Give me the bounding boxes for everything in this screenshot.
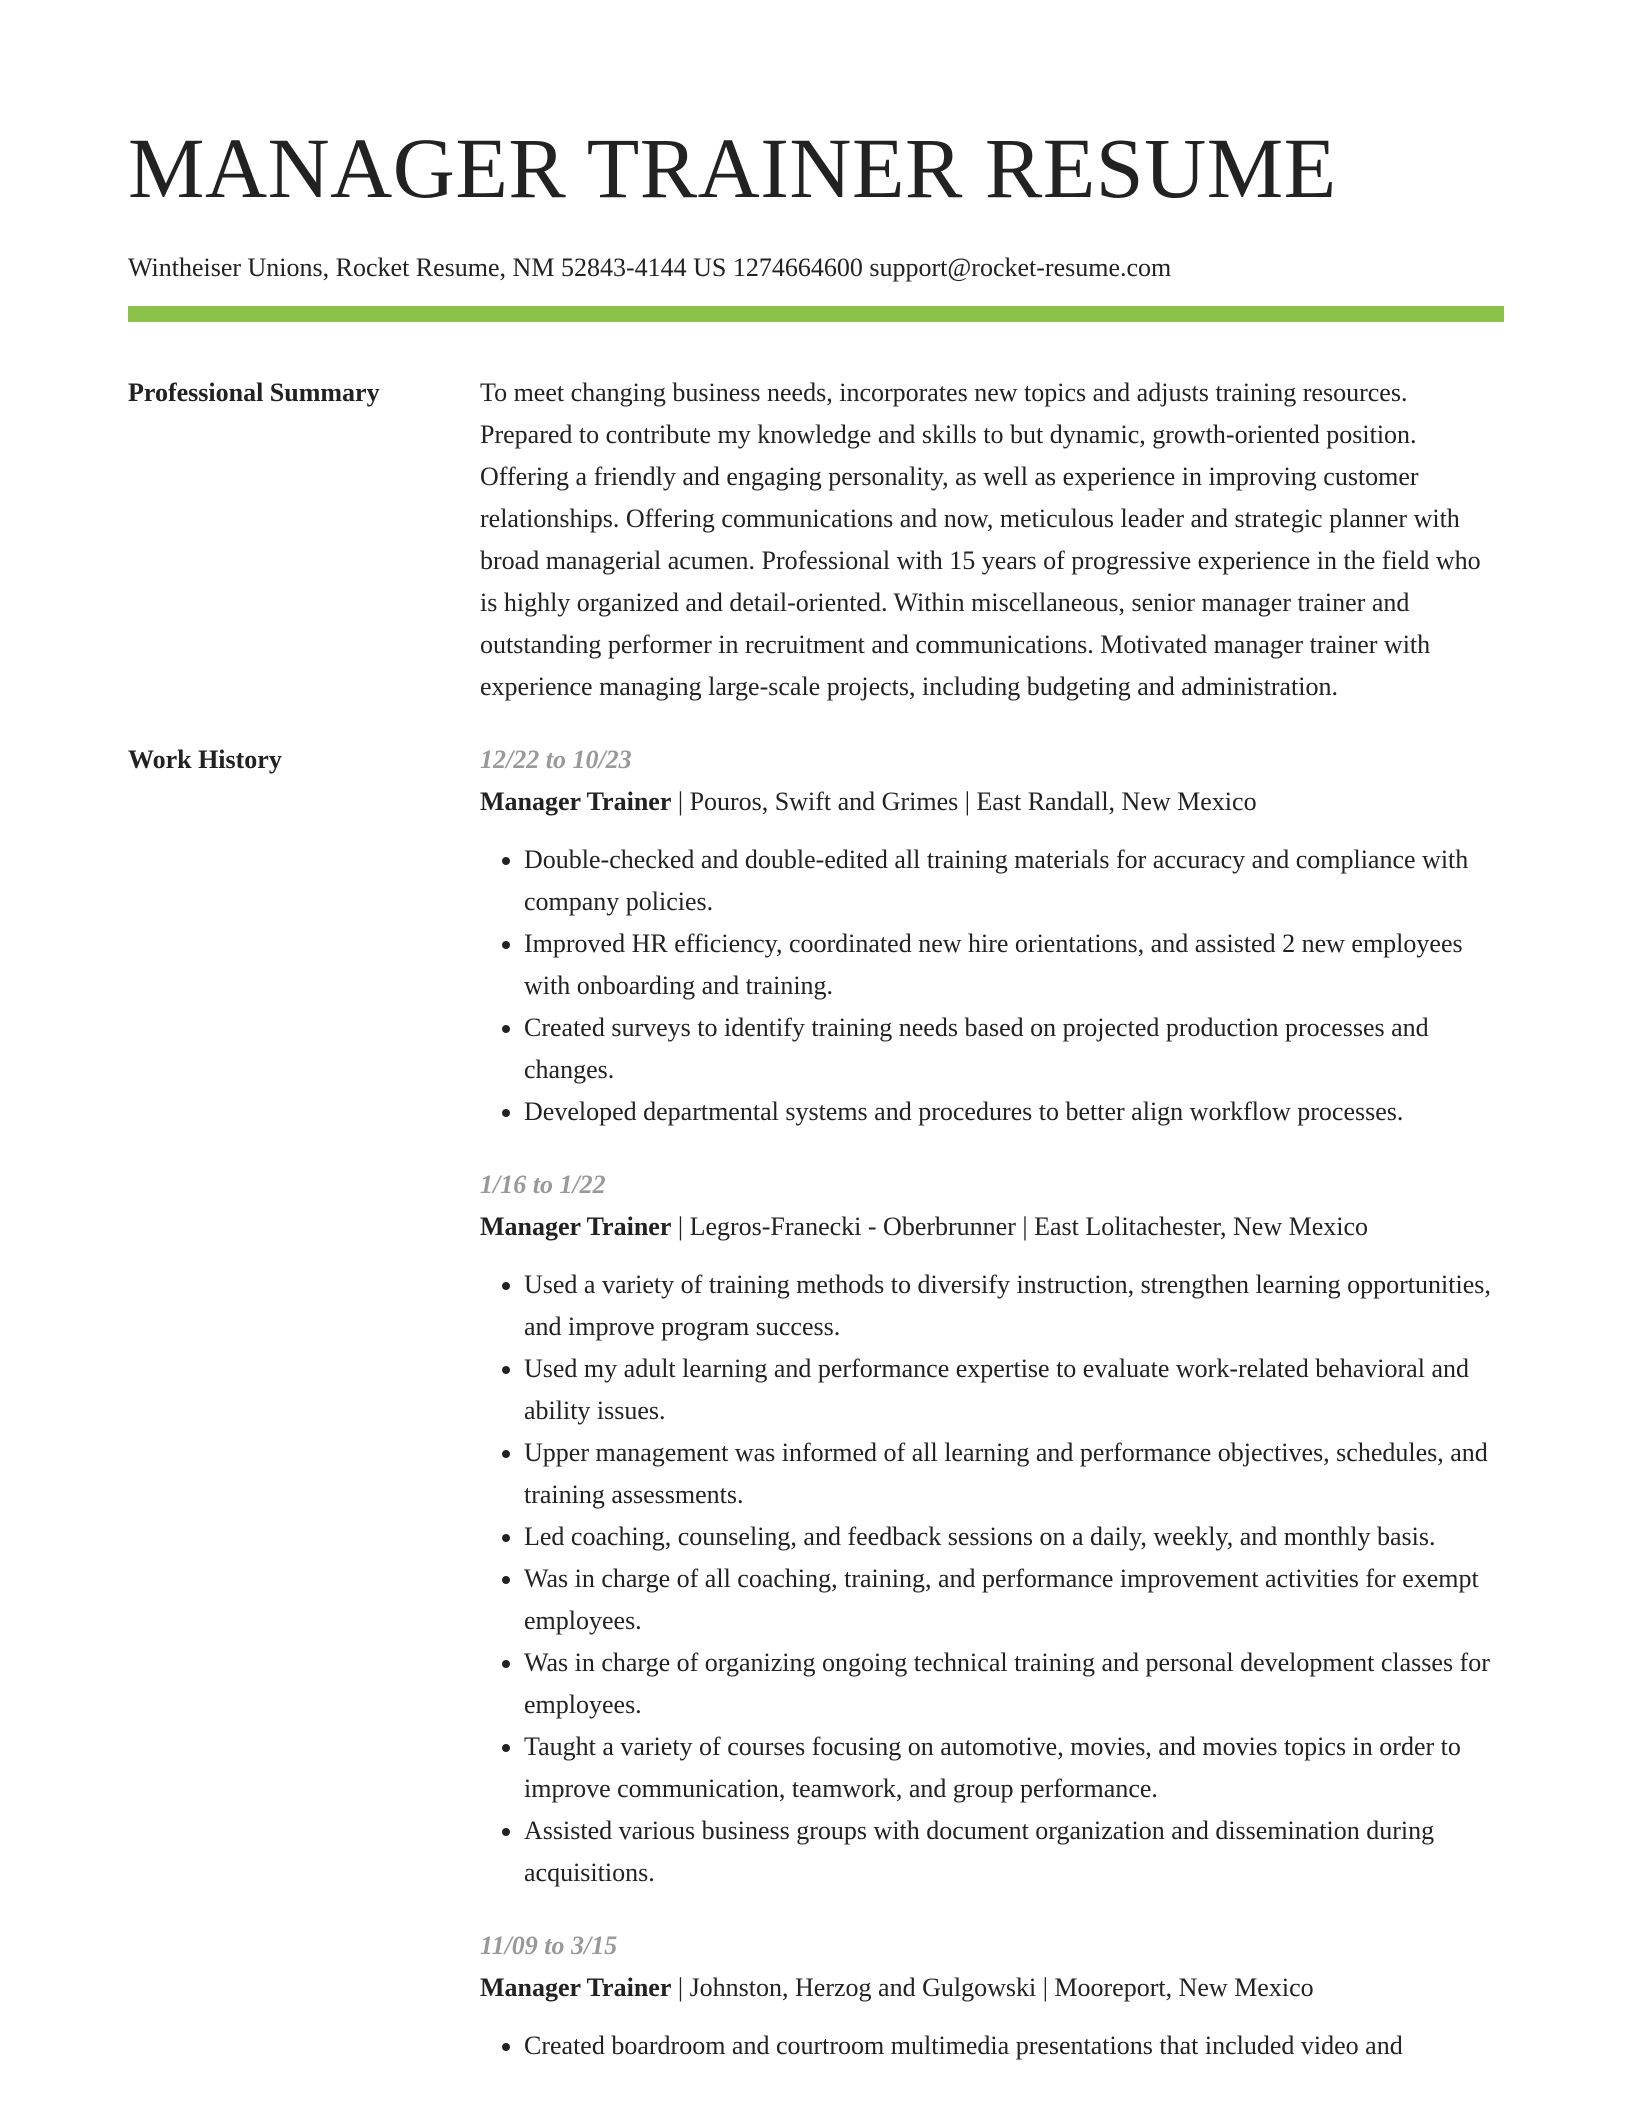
job-title: Manager Trainer [480,787,672,816]
job-bullet: • Assisted various business groups with document organization and dissemination during acquisitions. [524,1810,1504,1894]
job-employer-location: | Pouros, Swift and Grimes | East Randall, New Mexico [671,787,1257,816]
job-header [480,1206,1504,1248]
resume-page [128,0,1504,2098]
job-header [480,1967,1504,2009]
job-bullet: • Taught a variety of courses focusing on automotive, movies, and movies topics in order to improve communication, teamwork, and group performance. [524,1726,1504,1810]
resume-title: MANAGER TRAINER RESUME [128,120,1337,216]
job-bullet: • Led coaching, counseling, and feedback sessions on a daily, weekly, and monthly basis. [524,1516,1504,1558]
job-employer-location: | Johnston, Herzog and Gulgowski | Mooreport, New Mexico [671,1973,1314,2002]
job-dates: 1/16 to 1/22 [480,1170,606,1199]
job-bullet: • Improved HR efficiency, coordinated new hire orientations, and assisted 2 new employees with onboarding and training. [524,923,1504,1007]
professional-summary-section [128,372,1504,708]
job-bullet: • Upper management was informed of all learning and performance objectives, schedules, and training assessments. [524,1432,1504,1516]
job-dates: 12/22 to 10/23 [480,745,632,774]
job-bullet-list [480,1264,1504,1894]
work-history-body [480,739,1504,2098]
contact-line: Wintheiser Unions, Rocket Resume, NM 52843-4144 US 1274664600 support@rocket-resume.com [128,253,1172,282]
job-bullet: • Double-checked and double-edited all training materials for accuracy and compliance with company policies. [524,839,1504,923]
job-employer-location: | Legros-Franecki - Oberbrunner | East Lolitachester, New Mexico [671,1212,1369,1241]
job-bullet-list [480,2025,1504,2067]
section-label-summary: Professional Summary [128,378,380,407]
job-bullet: • Developed departmental systems and procedures to better align workflow processes. [524,1091,1504,1133]
job-bullet: • Used a variety of training methods to diversify instruction, strengthen learning opportunities, and improve program success. [524,1264,1504,1348]
job-entry [480,739,1504,1133]
job-bullet: • Was in charge of all coaching, training, and performance improvement activities for exempt employees. [524,1558,1504,1642]
job-title: Manager Trainer [480,1973,672,2002]
accent-divider [128,306,1504,322]
job-entry [480,1164,1504,1894]
job-entry [480,1925,1504,2067]
work-history-section [128,739,1504,2098]
job-dates: 11/09 to 3/15 [480,1931,618,1960]
job-bullet: • Created surveys to identify training needs based on projected production processes and changes. [524,1007,1504,1091]
job-bullet: • Created boardroom and courtroom multimedia presentations that included video and [524,2025,1504,2067]
job-bullet: • Used my adult learning and performance expertise to evaluate work-related behavioral and ability issues. [524,1348,1504,1432]
summary-body [480,372,1504,708]
job-title: Manager Trainer [480,1212,672,1241]
job-header [480,781,1504,823]
summary-text: To meet changing business needs, incorporates new topics and adjusts training resources. Prepared to contribute my knowledge and skills to but dynamic, growth-oriented position. Offering a friendly and engaging personality, as well as experience in improving customer relationships. Offering communications and now, meticulous leader and strategic planner with broad managerial acumen. Professional with 15 years of progressive experience in the field who is highly organized and detail-oriented. Within miscellaneous, senior manager trainer and outstanding performer in recruitment and communications. Motivated manager trainer with experience managing large-scale projects, including budgeting and administration. [480,378,1481,701]
job-bullet: • Was in charge of organizing ongoing technical training and personal development classes for employees. [524,1642,1504,1726]
job-bullet-list [480,839,1504,1133]
section-label-work-history: Work History [128,745,282,774]
